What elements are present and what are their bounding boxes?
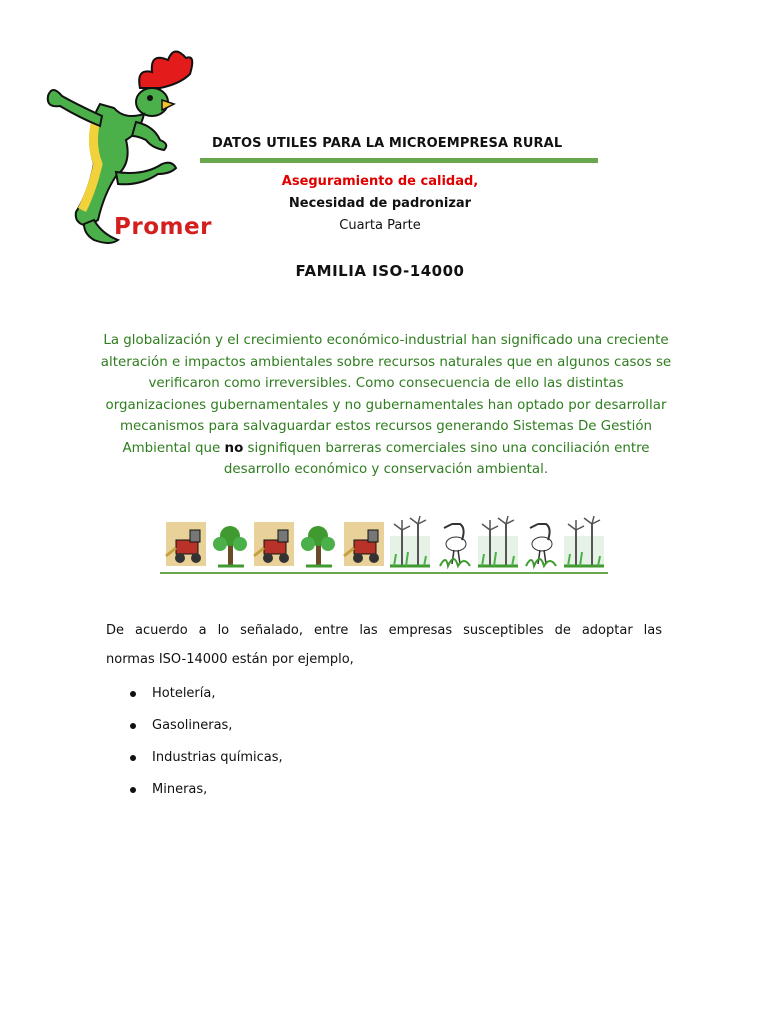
intro-text-part-1: La globalización y el crecimiento económico-industrial han significado una creciente alteración e impactos ambientales sobre recursos naturales que en algunos casos se verificaron como irreversibles. Como consecuencia de ello las distintas organizaciones gubernamentales y no gubernamentales han optado por desarrollar mecanismos para salvaguardar estos recursos generando Sistemas De Gestión Ambiental que bbox=[100, 333, 672, 456]
list-item: Industrias químicas, bbox=[126, 748, 283, 780]
list-item: Mineras, bbox=[126, 780, 283, 812]
tree-icon bbox=[213, 526, 247, 566]
icon-strip-divider bbox=[160, 572, 608, 574]
page-title: FAMILIA ISO-14000 bbox=[295, 262, 465, 280]
tree-icon bbox=[301, 526, 335, 566]
list-item: Gasolineras, bbox=[126, 716, 283, 748]
intro-paragraph bbox=[100, 330, 672, 481]
body-line-1: De acuerdo a lo señalado, entre las empresas susceptibles de adoptar las bbox=[106, 623, 662, 638]
icon-strip bbox=[160, 514, 610, 576]
industry-list bbox=[126, 684, 283, 812]
heron-icon bbox=[440, 524, 470, 566]
subtitle-line-3: Cuarta Parte bbox=[339, 218, 421, 233]
wind-turbine-icon bbox=[390, 516, 430, 566]
harvester-icon bbox=[166, 522, 206, 566]
subtitle-line-1: Aseguramiento de calidad, bbox=[281, 174, 479, 189]
list-item: Hotelería, bbox=[126, 684, 283, 716]
header-divider bbox=[200, 158, 598, 163]
body-paragraph bbox=[106, 616, 662, 674]
promer-logo bbox=[40, 44, 220, 250]
body-line-2: normas ISO-14000 están por ejemplo, bbox=[106, 652, 354, 667]
heron-icon bbox=[526, 524, 556, 566]
intro-bold-word: no bbox=[224, 440, 244, 456]
logo-text: Promer bbox=[114, 214, 212, 240]
header-title: DATOS UTILES PARA LA MICROEMPRESA RURAL bbox=[212, 136, 563, 151]
subtitle-line-2: Necesidad de padronizar bbox=[288, 196, 472, 211]
harvester-icon bbox=[344, 522, 384, 566]
harvester-icon bbox=[254, 522, 294, 566]
intro-text-part-2: signifiquen barreras comerciales sino una conciliación entre desarrollo económico y conservación ambiental. bbox=[223, 440, 650, 477]
wind-turbine-icon bbox=[564, 516, 604, 566]
wind-turbine-icon bbox=[478, 516, 518, 566]
